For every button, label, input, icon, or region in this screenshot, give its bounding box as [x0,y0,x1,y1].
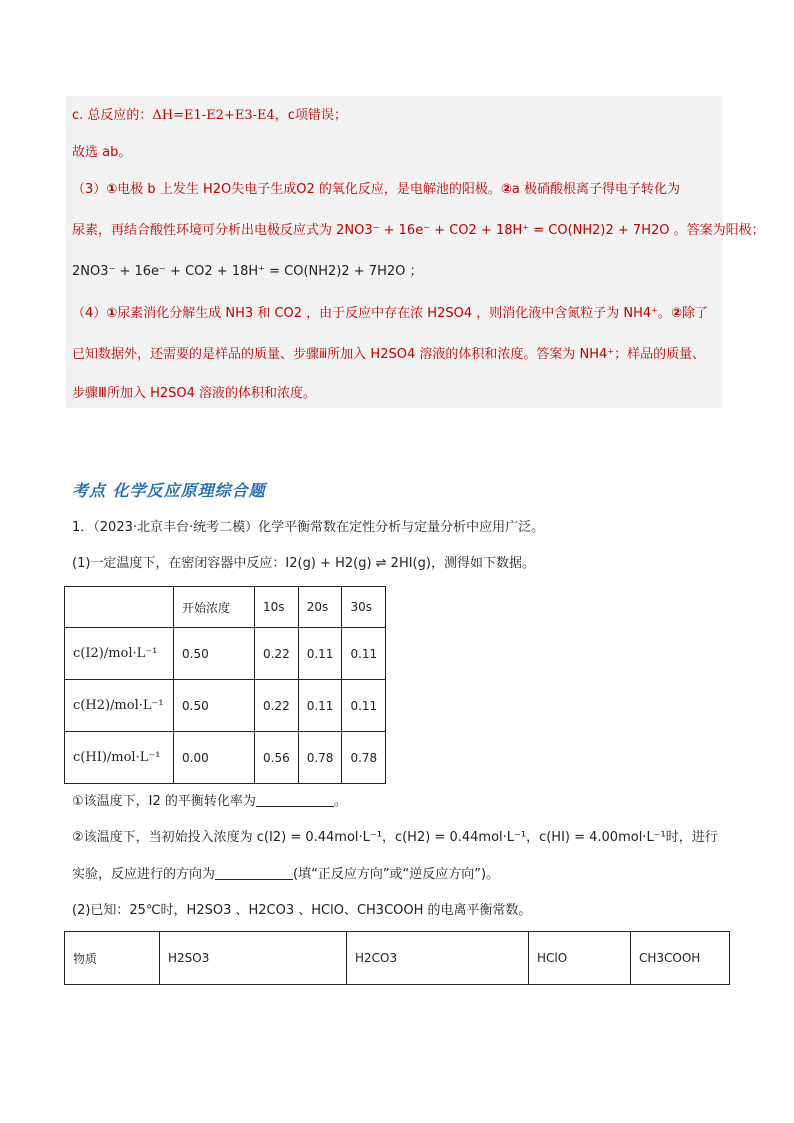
p3-text2: a 极硝酸根离子得电子转化为 [511,182,680,197]
p4-text1: 尿素消化分解生成 NH3 和 CO2 ，由于反应中存在浓 H2SO4 ，则消化液中含氮粒子为 NH4⁺。 [117,306,672,321]
question-1-sub2: ②该温度下，当初始投入浓度为 c(I2) = 0.44mol·L⁻¹，c(H2) = 0.44mol·L⁻¹，c(HI) = 4.00mol·L⁻¹时，进行 [72,830,718,845]
answer-p4-line2: 已知数据外，还需要的是样品的质量、步骤ⅲ所加入 H2SO4 溶液的体积和浓度。答案为 NH4⁺；样品的质量、 [72,347,706,362]
sub2-end: (填“正反应方向”或“逆反应方向”)。 [293,867,500,882]
concentration-table [64,586,386,784]
table-cell: 开始浓度 [174,587,255,628]
delta-h-formula: ΔH=E1-E2+E3-E4 [152,108,275,123]
table-cell: 10s [255,587,299,628]
question-1: (1)一定温度下，在密闭容器中反应：I2(g) + H2(g) ⇌ 2HI(g)，测得如下数据。 [72,556,535,571]
answer-p4-line1 [72,304,708,324]
table-cell: 0.11 [342,680,386,732]
table-header-row [65,587,386,628]
table-cell: 0.00 [174,732,255,784]
sub2-text: 实验，反应进行的方向为 [72,867,216,882]
ionization-constant-table [64,931,730,985]
table-cell: H2CO3 [347,932,529,985]
table-cell: 0.11 [298,628,342,680]
table-row [65,680,386,732]
p4-text2: 除了 [682,306,709,321]
table-cell: 0.78 [298,732,342,784]
answer-blank[interactable] [215,865,293,880]
answer-p3-line3: 2NO3⁻ + 16e⁻ + CO2 + 18H⁺ = CO(NH2)2 + 7H2O ； [72,264,423,279]
table-cell: 20s [298,587,342,628]
table-cell: 物质 [65,932,160,985]
table-cell: HClO [529,932,631,985]
table-cell: c(I2)/mol·L⁻¹ [65,628,174,680]
answer-line-c [72,106,347,126]
question-2: (2)已知：25℃时，H2SO3 、H2CO3 、HClO、CH3COOH 的电离平衡常数。 [72,903,532,918]
table-cell: 0.22 [255,628,299,680]
table-cell: 0.50 [174,628,255,680]
circle-two: ② [671,306,683,321]
table-cell: 0.11 [342,628,386,680]
sub1-text: ①该温度下，I2 的平衡转化率为 [72,794,256,809]
table-cell: H2SO3 [160,932,347,985]
table-row [65,732,386,784]
sub1-end: 。 [333,794,347,809]
question-intro: 1．（2023·北京丰台·统考二模）化学平衡常数在定性分析与定量分析中应用广泛。 [72,520,545,535]
answer-p3-line1 [72,180,680,200]
answer-choose: 故选 ab。 [72,145,132,160]
answer-blank[interactable] [256,792,334,807]
line-c-prefix: c. 总反应的： [72,108,153,123]
table-row [65,628,386,680]
table-cell: 0.11 [298,680,342,732]
question-1-sub2-cont [72,865,499,885]
table-header-row [65,932,730,985]
table-cell: c(H2)/mol·L⁻¹ [65,680,174,732]
circle-one: ① [106,306,118,321]
answer-p3-line2: 尿素，再结合酸性环境可分析出电极反应式为 2NO3⁻ + 16e⁻ + CO2 + 18H⁺ = CO(NH2)2 + 7H2O 。答案为阳极； [72,223,765,238]
table-cell: CH3COOH [631,932,730,985]
table-cell: 0.56 [255,732,299,784]
p4-number: （4） [72,306,107,321]
p3-text1: 电极 b 上发生 H2O失电子生成O2 的氧化反应，是电解池的阳极。 [117,182,501,197]
line-c-suffix: ，c项错误； [274,108,347,123]
circle-one: ① [106,182,118,197]
table-cell: 0.78 [342,732,386,784]
question-1-sub1 [72,792,347,812]
answer-p4-line3: 步骤Ⅲ所加入 H2SO4 溶液的体积和浓度。 [72,386,317,401]
circle-two: ② [500,182,512,197]
table-cell: c(HI)/mol·L⁻¹ [65,732,174,784]
section-title: 考点 化学反应原理综合题 [72,481,266,500]
table-cell: 0.50 [174,680,255,732]
p3-number: （3） [72,182,107,197]
table-cell: 30s [342,587,386,628]
table-cell [65,587,174,628]
table-cell: 0.22 [255,680,299,732]
